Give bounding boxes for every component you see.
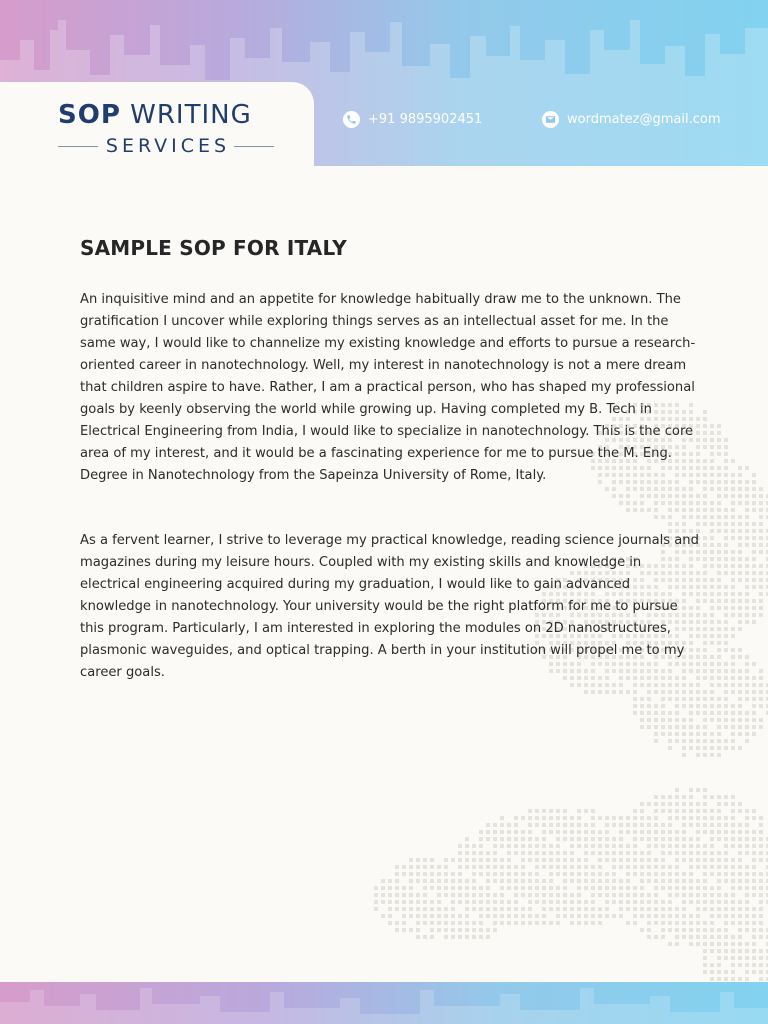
- logo-rule-right: [234, 146, 274, 147]
- phone-icon: [343, 111, 360, 128]
- footer-skyline-decoration: [0, 982, 768, 1024]
- contact-email[interactable]: [542, 111, 721, 128]
- phone-number: +91 9895902451: [368, 112, 483, 127]
- footer-band: [0, 982, 768, 1024]
- envelope-icon: [542, 111, 559, 128]
- body-paragraph-2: As a fervent learner, I strive to leverage my practical knowledge, reading science journals and magazines during my leisure hours. Coupled with my existing skills and knowledge in electrical engineering acquired during my graduation, I would like to gain advanced knowledge in nanotechnology. Your university would be the right platform for me to pursue this program. Particularly, I am interested in exploring the modules on 2D nanostructures, plasmonic waveguides, and optical trapping. A berth in your institution will propel me to my career goals.: [80, 533, 699, 680]
- logo-rule-left: [58, 146, 98, 147]
- logo-word-writing: WRITING: [130, 100, 252, 130]
- logo-services-row: [58, 134, 274, 158]
- logo-wordmark: [58, 100, 252, 130]
- logo-word-sop: SOP: [58, 100, 121, 130]
- page-title: SAMPLE SOP FOR ITALY: [80, 236, 347, 260]
- body-paragraph-1: An inquisitive mind and an appetite for knowledge habitually draw me to the unknown. The gratification I uncover while exploring things serves as an intellectual asset for me. In the same way, I would like to channelize my existing knowledge and efforts to pursue a research-oriented career in nanotechnology. Well, my interest in nanotechnology is not a mere dream that children aspire to have. Rather, I am a practical person, who has shaped my professional goals by keenly observing the world while growing up. Having completed my B. Tech in Electrical Engineering from India, I would like to specialize in nanotechnology. This is the core area of my interest, and it would be a fascinating experience for me to pursue the M. Eng. Degree in Nanotechnology from the Sapeinza University of Rome, Italy.: [80, 292, 696, 483]
- logo-word-services: SERVICES: [105, 135, 231, 157]
- contact-phone[interactable]: [343, 111, 482, 128]
- email-address: wordmatez@gmail.com: [567, 112, 721, 127]
